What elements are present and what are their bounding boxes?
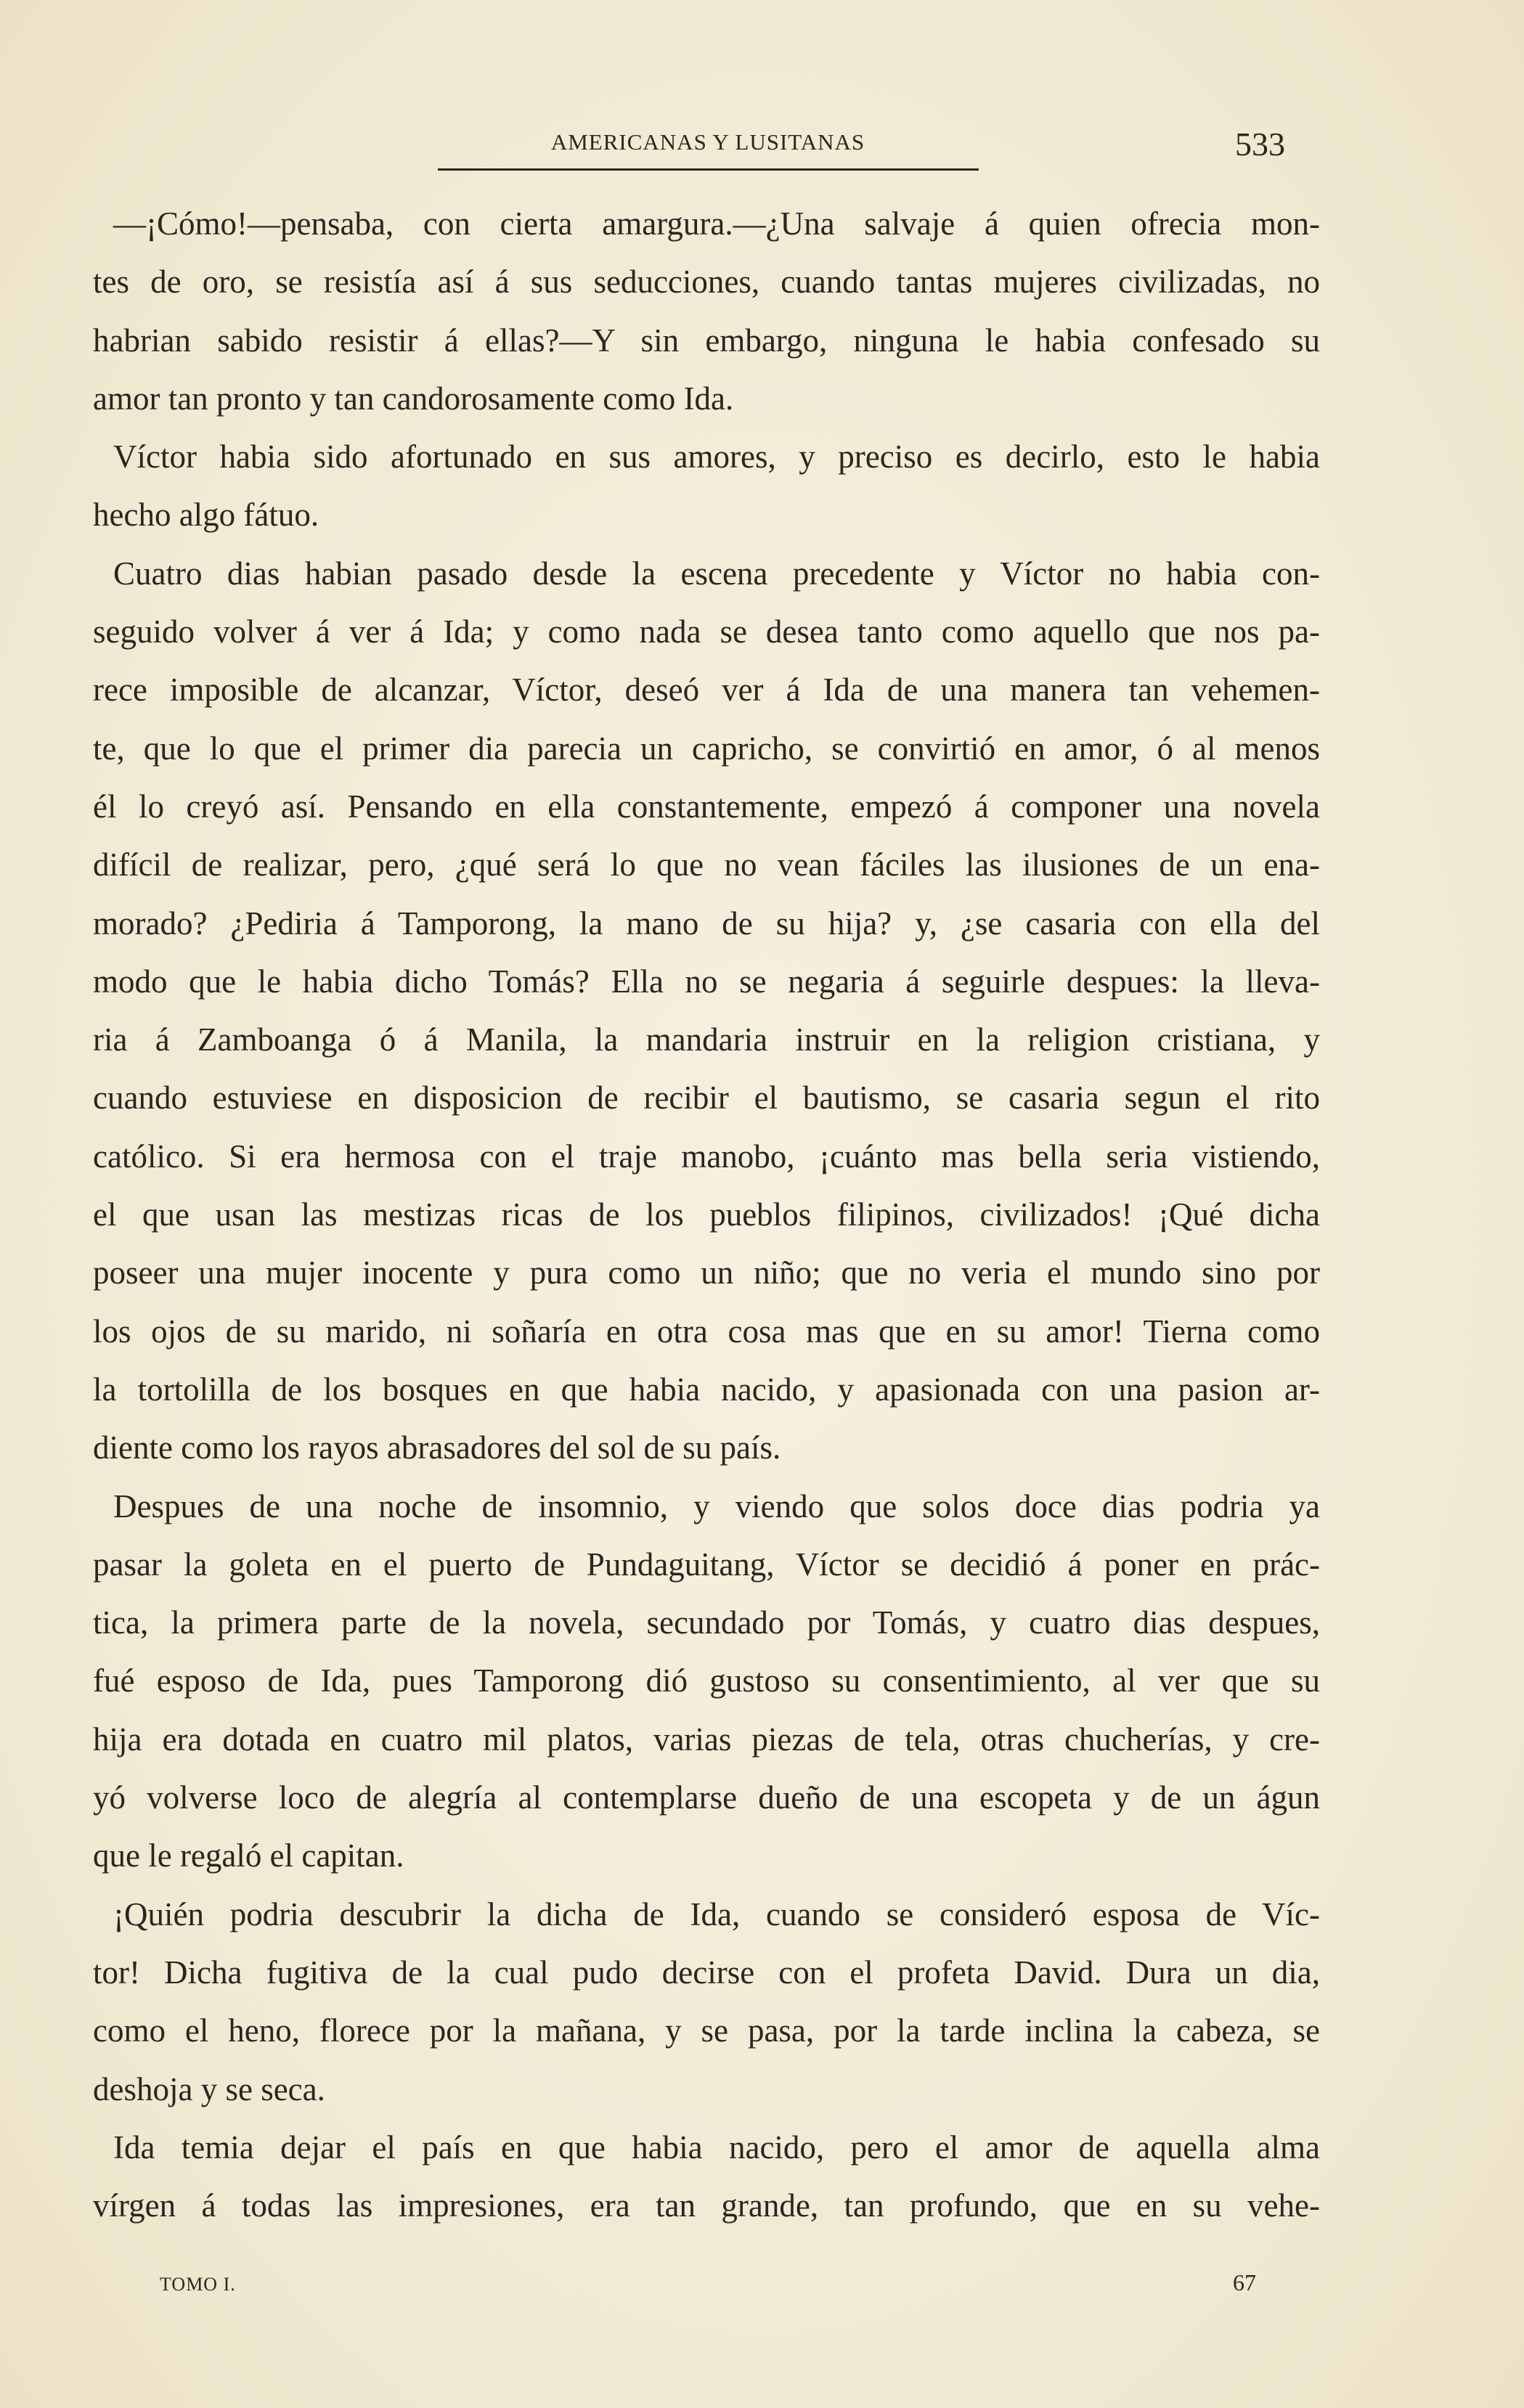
text-line: modo que le habia dicho Tomás? Ella no se negaria á seguirle despues: la lleva-: [93, 963, 1320, 1000]
text-line: rece imposible de alcanzar, Víctor, deseó ver á Ida de una manera tan vehemen-: [93, 672, 1320, 709]
text-line: Ida temia dejar el país en que habia nacido, pero el amor de aquella alma: [113, 2129, 1320, 2166]
running-title: AMERICANAS Y LUSITANAS: [550, 129, 865, 155]
text-line: habrian sabido resistir á ellas?—Y sin embargo, ninguna le habia confesado su: [93, 322, 1320, 359]
text-line: como el heno, florece por la mañana, y se pasa, por la tarde inclina la cabeza, se: [93, 2012, 1320, 2049]
text-line: hecho algo fátuo.: [93, 497, 319, 534]
text-line: tes de oro, se resistía así á sus seducciones, cuando tantas mujeres civilizadas, no: [93, 264, 1320, 301]
text-line: los ojos de su marido, ni soñaría en otra cosa mas que en su amor! Tierna como: [93, 1313, 1320, 1350]
text-line: pasar la goleta en el puerto de Pundaguitang, Víctor se decidió á poner en prác-: [93, 1546, 1320, 1583]
text-line: deshoja y se seca.: [93, 2070, 325, 2107]
body-text: [93, 195, 1320, 2234]
header-rule: [438, 168, 979, 171]
text-line: fué esposo de Ida, pues Tamporong dió gustoso su consentimiento, al ver que su: [93, 1662, 1320, 1699]
text-line: Cuatro dias habian pasado desde la escena precedente y Víctor no habia con-: [113, 555, 1320, 592]
text-line: tor! Dicha fugitiva de la cual pudo decirse con el profeta David. Dura un dia,: [93, 1954, 1320, 1991]
signature-number: 67: [1233, 2269, 1256, 2295]
text-line: diente como los rayos abrasadores del sol de su país.: [93, 1429, 781, 1466]
text-line: morado? ¿Pediria á Tamporong, la mano de su hija? y, ¿se casaria con ella del: [93, 905, 1320, 942]
text-line: seguido volver á ver á Ida; y como nada se desea tanto como aquello que nos pa-: [93, 613, 1320, 650]
text-line: tica, la primera parte de la novela, secundado por Tomás, y cuatro dias despues,: [93, 1604, 1320, 1641]
text-line: que le regaló el capitan.: [93, 1837, 404, 1874]
text-line: Despues de una noche de insomnio, y viendo que solos doce dias podria ya: [113, 1487, 1320, 1525]
text-line: —¡Cómo!—pensaba, con cierta amargura.—¿Una salvaje á quien ofrecia mon-: [113, 205, 1320, 242]
text-line: difícil de realizar, pero, ¿qué será lo que no vean fáciles las ilusiones de un ena-: [93, 846, 1320, 883]
text-line: ¡Quién podria descubrir la dicha de Ida, cuando se consideró esposa de Víc-: [113, 1895, 1320, 1932]
text-line: amor tan pronto y tan candorosamente como Ida.: [93, 380, 734, 417]
text-line: te, que lo que el primer dia parecia un capricho, se convirtió en amor, ó al menos: [93, 730, 1320, 767]
text-line: él lo creyó así. Pensando en ella constantemente, empezó á componer una novela: [93, 788, 1320, 825]
text-line: el que usan las mestizas ricas de los pueblos filipinos, civilizados! ¡Qué dicha: [93, 1196, 1320, 1233]
text-line: católico. Si era hermosa con el traje manobo, ¡cuánto mas bella seria vistiendo,: [93, 1138, 1320, 1175]
text-line: Víctor habia sido afortunado en sus amores, y preciso es decirlo, esto le habia: [113, 438, 1320, 476]
text-line: vírgen á todas las impresiones, era tan grande, tan profundo, que en su vehe-: [93, 2187, 1320, 2224]
text-line: ria á Zamboanga ó á Manila, la mandaria instruir en la religion cristiana, y: [93, 1021, 1320, 1058]
text-line: cuando estuviese en disposicion de recibir el bautismo, se casaria segun el rito: [93, 1079, 1320, 1117]
text-line: yó volverse loco de alegría al contemplarse dueño de una escopeta y de un águn: [93, 1779, 1320, 1816]
text-line: la tortolilla de los bosques en que habia nacido, y apasionada con una pasion ar-: [93, 1371, 1320, 1408]
volume-signature: TOMO I.: [160, 2274, 236, 2295]
text-line: hija era dotada en cuatro mil platos, varias piezas de tela, otras chucherías, y cre-: [93, 1721, 1320, 1758]
page-number: 533: [1235, 126, 1285, 163]
text-line: poseer una mujer inocente y pura como un niño; que no veria el mundo sino por: [93, 1254, 1320, 1291]
